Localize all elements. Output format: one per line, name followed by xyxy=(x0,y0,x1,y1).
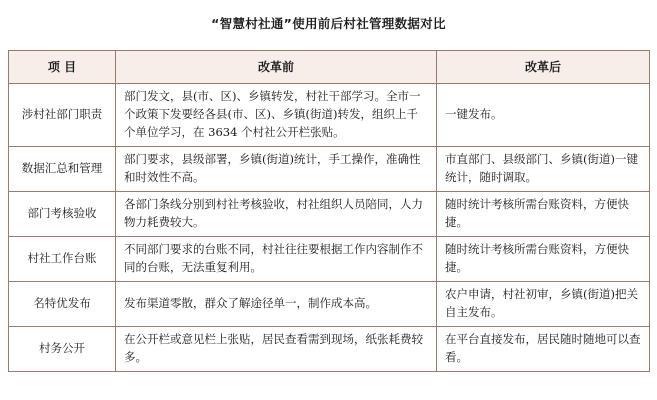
comparison-table xyxy=(8,50,650,372)
header-before: 改革前 xyxy=(116,51,437,84)
row-after-cell: 随时统计考核所需台账资料，方便快捷。 xyxy=(437,237,650,282)
row-item-cell: 涉村社部门职责 xyxy=(9,84,116,147)
table-row xyxy=(9,84,650,147)
row-before-cell: 不同部门要求的台账不同，村社往往要根据工作内容制作不同的台账，无法重复利用。 xyxy=(116,237,437,282)
row-after-cell: 市直部门、县级部门、乡镇(街道)一键统计，随时调取。 xyxy=(437,147,650,192)
row-item-cell: 村务公开 xyxy=(9,327,116,372)
row-after-cell: 随时统计考核所需台账资料，方便快捷。 xyxy=(437,192,650,237)
row-item-cell: 部门考核验收 xyxy=(9,192,116,237)
table-row xyxy=(9,192,650,237)
table-header-row xyxy=(9,51,650,84)
header-after: 改革后 xyxy=(437,51,650,84)
row-before-cell: 发布渠道零散，群众了解途径单一，制作成本高。 xyxy=(116,282,437,327)
row-after-cell: 在平台直接发布，居民随时随地可以查看。 xyxy=(437,327,650,372)
row-item-cell: 数据汇总和管理 xyxy=(9,147,116,192)
table-row xyxy=(9,147,650,192)
row-item-cell: 村社工作台账 xyxy=(9,237,116,282)
row-after-cell: 农户申请，村社初审，乡镇(街道)把关自主发布。 xyxy=(437,282,650,327)
table-title: “智慧村社通”使用前后村社管理数据对比 xyxy=(211,16,446,31)
table-row xyxy=(9,327,650,372)
table-row xyxy=(9,282,650,327)
row-before-cell: 各部门条线分别到村社考核验收，村社组织人员陪同，人力物力耗费较大。 xyxy=(116,192,437,237)
header-item: 项 目 xyxy=(9,51,116,84)
row-item-cell: 名特优发布 xyxy=(9,282,116,327)
row-after-cell: 一键发布。 xyxy=(437,84,650,147)
row-before-cell: 在公开栏或意见栏上张贴，居民查看需到现场，纸张耗费较多。 xyxy=(116,327,437,372)
table-row xyxy=(9,237,650,282)
row-before-cell: 部门要求，县级部署，乡镇(街道)统计，手工操作，准确性和时效性不高。 xyxy=(116,147,437,192)
row-before-cell: 部门发文，县(市、区)、乡镇转发，村社干部学习。全市一个政策下发要经各县(市、区)、乡镇(街道)转发，组织上千个单位学习，在 3634 个村社公开栏张贴。 xyxy=(116,84,437,147)
